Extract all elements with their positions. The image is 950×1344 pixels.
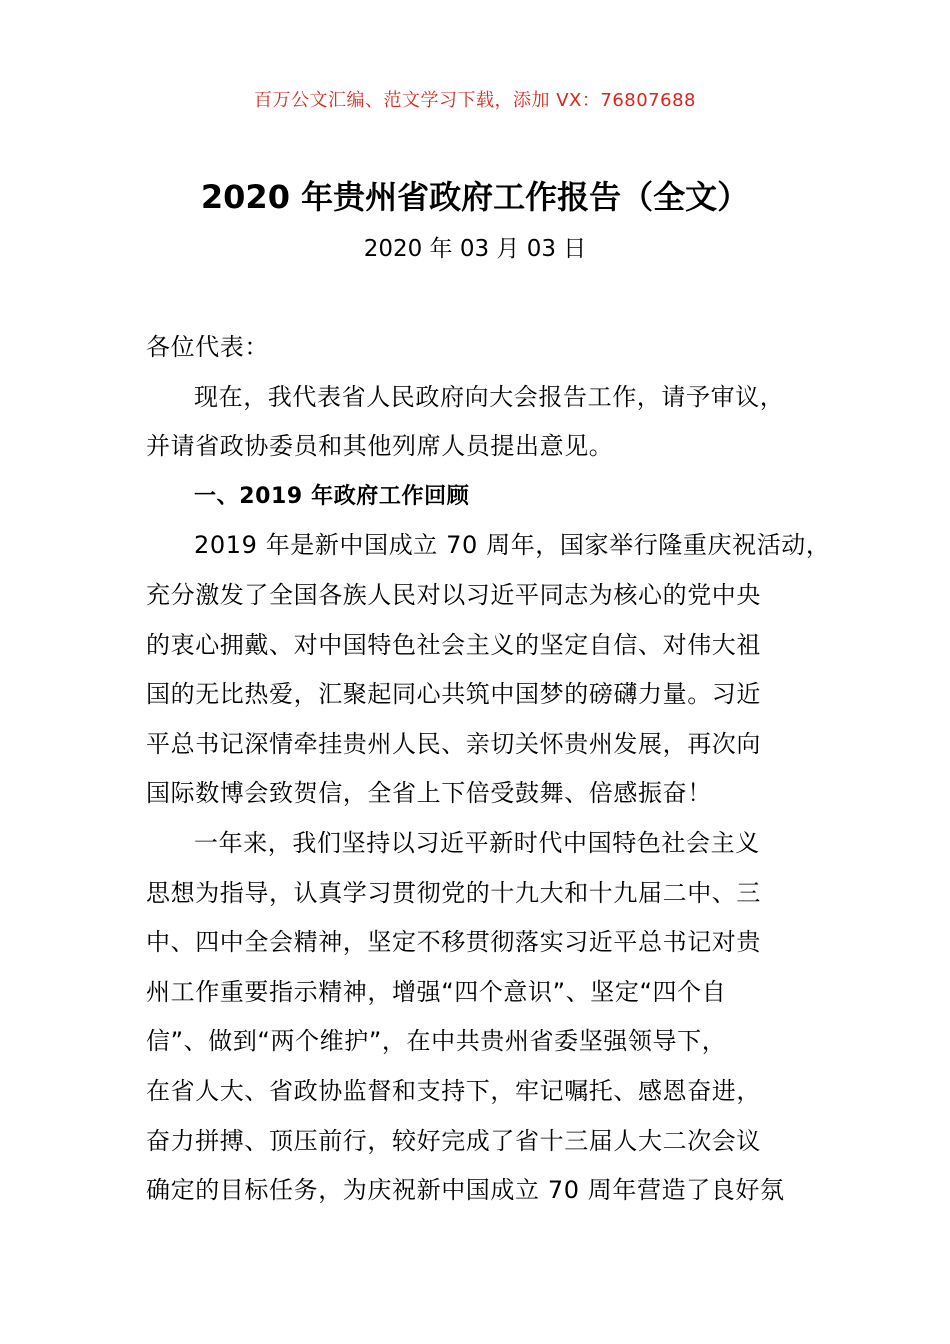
document-body <box>146 323 831 1216</box>
paragraph-line: 国的无比热爱，汇聚起同心共筑中国梦的磅礴力量。习近 <box>146 680 761 709</box>
paragraph-line: 奋力拼搏、顶压前行，较好完成了省十三届人大二次会议 <box>146 1126 761 1155</box>
paragraph-line: 并请省政协委员和其他列席人员提出意见。 <box>146 432 614 461</box>
paragraph-line: 中、四中全会精神，坚定不移贯彻落实习近平总书记对贵 <box>146 928 761 957</box>
section-heading: 一、2019 年政府工作回顾 <box>194 483 470 509</box>
paragraph-line: 信”、做到“两个维护”，在中共贵州省委坚强领导下， <box>146 1027 727 1056</box>
paragraph-line: 现在，我代表省人民政府向大会报告工作，请予审议， <box>194 382 785 411</box>
document-date: 2020 年 03 月 03 日 <box>363 236 587 262</box>
paragraph-line: 平总书记深情牵挂贵州人民、亲切关怀贵州发展，再次向 <box>146 729 761 758</box>
header-watermark-note: 百万公文汇编、范文学习下载，添加 VX：76807688 <box>254 90 696 111</box>
paragraph-line: 2019 年是新中国成立 70 周年，国家举行隆重庆祝活动， <box>194 531 831 560</box>
paragraph-line: 在省人大、省政协监督和支持下，牢记嘱托、感恩奋进， <box>146 1076 761 1105</box>
paragraph-line: 一年来，我们坚持以习近平新时代中国特色社会主义 <box>194 828 760 857</box>
paragraph-line: 确定的目标任务，为庆祝新中国成立 70 周年营造了良好氛 <box>146 1176 785 1205</box>
paragraph-line: 的衷心拥戴、对中国特色社会主义的坚定自信、对伟大祖 <box>146 630 761 659</box>
paragraph-line: 思想为指导，认真学习贯彻党的十九大和十九届二中、三 <box>146 878 761 907</box>
salutation: 各位代表： <box>146 333 269 361</box>
paragraph-line: 州工作重要指示精神，增强“四个意识”、坚定“四个自 <box>146 977 727 1006</box>
document-title: 2020 年贵州省政府工作报告（全文） <box>200 178 750 216</box>
paragraph-line: 国际数博会致贺信，全省上下倍受鼓舞、倍感振奋！ <box>146 779 712 808</box>
paragraph-line: 充分激发了全国各族人民对以习近平同志为核心的党中央 <box>146 580 761 609</box>
